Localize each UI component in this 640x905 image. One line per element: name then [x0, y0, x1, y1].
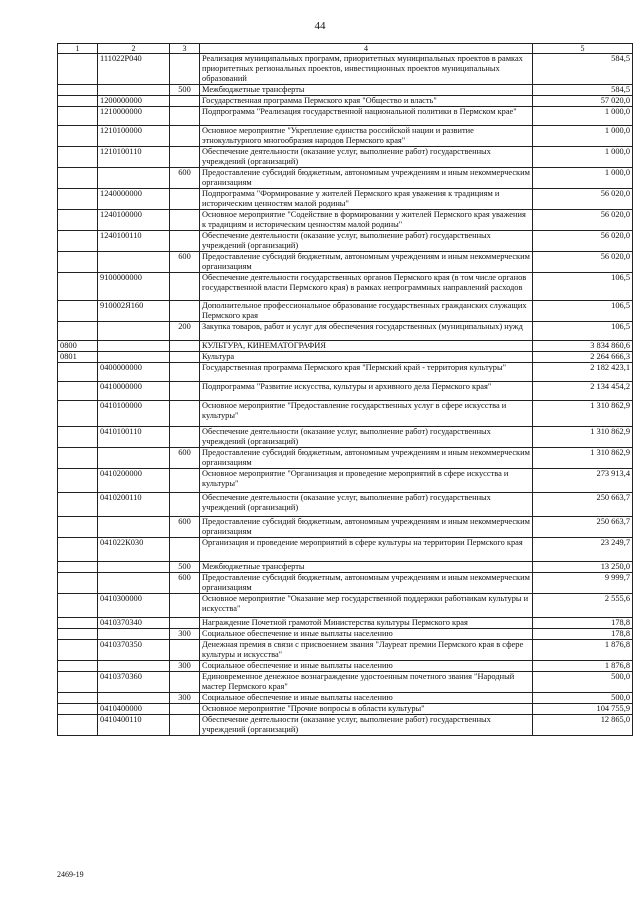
amount-cell: 1 000,0: [533, 126, 633, 147]
item-name-cell: Подпрограмма "Реализация государственной национальной политики в Пермском крае": [200, 107, 533, 126]
amount-cell: 56 020,0: [533, 210, 633, 231]
expense-type-cell: [170, 352, 200, 363]
section-code-cell: [58, 401, 98, 427]
item-name-cell: Подпрограмма "Развитие искусства, культуры и архивного дела Пермского края": [200, 382, 533, 401]
table-header-row: [58, 44, 633, 54]
expense-type-cell: [170, 427, 200, 448]
column-header: 4: [200, 44, 533, 54]
item-name-cell: Основное мероприятие "Оказание мер государственной поддержки работникам культуры и искусства": [200, 594, 533, 618]
target-article-cell: [98, 661, 170, 672]
target-article-cell: [98, 629, 170, 640]
target-article-cell: 9100000000: [98, 273, 170, 301]
expense-type-cell: [170, 273, 200, 301]
target-article-cell: [98, 517, 170, 538]
target-article-cell: [98, 341, 170, 352]
section-code-cell: [58, 517, 98, 538]
table-row: [58, 363, 633, 382]
table-row: [58, 382, 633, 401]
target-article-cell: 0410400000: [98, 704, 170, 715]
section-code-cell: [58, 189, 98, 210]
item-name-cell: Единовременное денежное вознаграждение удостоенным почетного звания "Народный мастер Пермского края": [200, 672, 533, 693]
expense-type-cell: [170, 341, 200, 352]
expense-type-cell: 600: [170, 573, 200, 594]
item-name-cell: Государственная программа Пермского края "Общество и власть": [200, 96, 533, 107]
table-row: [58, 322, 633, 341]
table-row: [58, 273, 633, 301]
amount-cell: 500,0: [533, 693, 633, 704]
target-article-cell: 0400000000: [98, 363, 170, 382]
table-row: [58, 517, 633, 538]
amount-cell: 1 310 862,9: [533, 448, 633, 469]
target-article-cell: 1210100110: [98, 147, 170, 168]
table-row: [58, 448, 633, 469]
amount-cell: 23 249,7: [533, 538, 633, 562]
item-name-cell: Предоставление субсидий бюджетным, автономным учреждениям и иным некоммерческим организациям: [200, 517, 533, 538]
expense-type-cell: 600: [170, 517, 200, 538]
table-row: [58, 54, 633, 85]
expense-type-cell: [170, 363, 200, 382]
target-article-cell: 0410400110: [98, 715, 170, 736]
expense-type-cell: 300: [170, 661, 200, 672]
item-name-cell: Подпрограмма "Формирование у жителей Пермского края уважения к традициям и историческим ценностям малой родины": [200, 189, 533, 210]
expense-type-cell: [170, 618, 200, 629]
table-row: [58, 168, 633, 189]
section-code-cell: [58, 126, 98, 147]
column-header: 1: [58, 44, 98, 54]
target-article-cell: 1240100110: [98, 231, 170, 252]
item-name-cell: Государственная программа Пермского края "Пермский край - территория культуры": [200, 363, 533, 382]
amount-cell: 3 834 860,6: [533, 341, 633, 352]
item-name-cell: Основное мероприятие "Предоставление государственных услуг в сфере искусства и культуры": [200, 401, 533, 427]
item-name-cell: Обеспечение деятельности государственных органов Пермского края (в том числе органов государственной власти Пермского края) в рамках непрограммных направлений расходов: [200, 273, 533, 301]
item-name-cell: Обеспечение деятельности (оказание услуг, выполнение работ) государственных учреждений (организаций): [200, 715, 533, 736]
section-code-cell: [58, 168, 98, 189]
table-row: [58, 704, 633, 715]
expense-type-cell: [170, 672, 200, 693]
target-article-cell: 0410300000: [98, 594, 170, 618]
item-name-cell: Основное мероприятие "Организация и проведение мероприятий в сфере искусства и культуры": [200, 469, 533, 493]
section-code-cell: [58, 96, 98, 107]
table-row: [58, 252, 633, 273]
table-row: [58, 107, 633, 126]
amount-cell: 56 020,0: [533, 252, 633, 273]
table-row: [58, 352, 633, 363]
expense-type-cell: 500: [170, 85, 200, 96]
expense-type-cell: [170, 107, 200, 126]
amount-cell: 584,5: [533, 54, 633, 85]
section-code-cell: [58, 273, 98, 301]
section-code-cell: 0800: [58, 341, 98, 352]
amount-cell: 1 876,8: [533, 661, 633, 672]
table-body: [58, 54, 633, 736]
section-code-cell: [58, 363, 98, 382]
item-name-cell: Предоставление субсидий бюджетным, автономным учреждениям и иным некоммерческим организациям: [200, 168, 533, 189]
target-article-cell: 0410370350: [98, 640, 170, 661]
item-name-cell: Предоставление субсидий бюджетным, автономным учреждениям и иным некоммерческим организациям: [200, 448, 533, 469]
item-name-cell: Основное мероприятие "Содействие в формировании у жителей Пермского края уважения к традициям и историческим ценностям малой родины": [200, 210, 533, 231]
amount-cell: 56 020,0: [533, 231, 633, 252]
section-code-cell: [58, 715, 98, 736]
table-row: [58, 147, 633, 168]
section-code-cell: [58, 301, 98, 322]
amount-cell: 13 250,0: [533, 562, 633, 573]
amount-cell: 2 264 666,3: [533, 352, 633, 363]
amount-cell: 1 000,0: [533, 147, 633, 168]
target-article-cell: 1200000000: [98, 96, 170, 107]
item-name-cell: Основное мероприятие "Укрепление единства российской нации и развитие этнокультурного многообразия народов Пермского края": [200, 126, 533, 147]
target-article-cell: 0410000000: [98, 382, 170, 401]
column-header: 2: [98, 44, 170, 54]
section-code-cell: [58, 427, 98, 448]
expense-type-cell: [170, 301, 200, 322]
item-name-cell: Межбюджетные трансферты: [200, 85, 533, 96]
item-name-cell: Социальное обеспечение и иные выплаты населению: [200, 661, 533, 672]
item-name-cell: Обеспечение деятельности (оказание услуг, выполнение работ) государственных учреждений (организаций): [200, 427, 533, 448]
table-row: [58, 661, 633, 672]
section-code-cell: [58, 573, 98, 594]
expense-type-cell: 300: [170, 629, 200, 640]
item-name-cell: КУЛЬТУРА, КИНЕМАТОГРАФИЯ: [200, 341, 533, 352]
section-code-cell: [58, 231, 98, 252]
item-name-cell: Обеспечение деятельности (оказание услуг, выполнение работ) государственных учреждений (организаций): [200, 493, 533, 517]
target-article-cell: 910002Я160: [98, 301, 170, 322]
amount-cell: 57 020,0: [533, 96, 633, 107]
item-name-cell: Основное мероприятие "Прочие вопросы в области культуры": [200, 704, 533, 715]
section-code-cell: [58, 672, 98, 693]
section-code-cell: [58, 382, 98, 401]
expense-type-cell: [170, 189, 200, 210]
expense-type-cell: [170, 54, 200, 85]
expense-type-cell: [170, 382, 200, 401]
section-code-cell: [58, 618, 98, 629]
item-name-cell: Социальное обеспечение и иные выплаты населению: [200, 629, 533, 640]
table-row: [58, 341, 633, 352]
table-row: [58, 427, 633, 448]
amount-cell: 250 663,7: [533, 493, 633, 517]
amount-cell: 106,5: [533, 301, 633, 322]
document-code: 2469-19: [57, 870, 84, 879]
amount-cell: 9 999,7: [533, 573, 633, 594]
table-row: [58, 469, 633, 493]
item-name-cell: Закупка товаров, работ и услуг для обеспечения государственных (муниципальных) нужд: [200, 322, 533, 341]
page-number: 44: [314, 20, 326, 32]
expense-type-cell: [170, 493, 200, 517]
expense-type-cell: [170, 469, 200, 493]
amount-cell: 104 755,9: [533, 704, 633, 715]
section-code-cell: [58, 704, 98, 715]
expense-type-cell: [170, 704, 200, 715]
item-name-cell: Предоставление субсидий бюджетным, автономным учреждениям и иным некоммерческим организациям: [200, 252, 533, 273]
table-row: [58, 210, 633, 231]
column-header: 5: [533, 44, 633, 54]
table-row: [58, 629, 633, 640]
amount-cell: 106,5: [533, 273, 633, 301]
amount-cell: 178,8: [533, 629, 633, 640]
table-row: [58, 85, 633, 96]
section-code-cell: [58, 147, 98, 168]
target-article-cell: 1240000000: [98, 189, 170, 210]
table-row: [58, 538, 633, 562]
section-code-cell: 0801: [58, 352, 98, 363]
target-article-cell: [98, 322, 170, 341]
table-row: [58, 231, 633, 252]
amount-cell: 1 000,0: [533, 168, 633, 189]
table-row: [58, 401, 633, 427]
amount-cell: 56 020,0: [533, 189, 633, 210]
item-name-cell: Реализация муниципальных программ, приоритетных муниципальных проектов в рамках приоритетных региональных проектов, инвестиционных проектов муниципальных образований: [200, 54, 533, 85]
target-article-cell: [98, 252, 170, 273]
table-row: [58, 562, 633, 573]
target-article-cell: 1210100000: [98, 126, 170, 147]
expense-type-cell: [170, 715, 200, 736]
target-article-cell: [98, 85, 170, 96]
section-code-cell: [58, 493, 98, 517]
expense-type-cell: [170, 147, 200, 168]
item-name-cell: Организация и проведение мероприятий в сфере культуры на территории Пермского края: [200, 538, 533, 562]
target-article-cell: 0410200110: [98, 493, 170, 517]
target-article-cell: 041022К030: [98, 538, 170, 562]
table-row: [58, 594, 633, 618]
target-article-cell: [98, 448, 170, 469]
section-code-cell: [58, 538, 98, 562]
amount-cell: 250 663,7: [533, 517, 633, 538]
target-article-cell: [98, 693, 170, 704]
table-row: [58, 640, 633, 661]
section-code-cell: [58, 562, 98, 573]
amount-cell: 12 865,0: [533, 715, 633, 736]
section-code-cell: [58, 594, 98, 618]
expense-type-cell: [170, 231, 200, 252]
target-article-cell: 0410370360: [98, 672, 170, 693]
section-code-cell: [58, 693, 98, 704]
section-code-cell: [58, 629, 98, 640]
table-row: [58, 693, 633, 704]
section-code-cell: [58, 640, 98, 661]
item-name-cell: Обеспечение деятельности (оказание услуг, выполнение работ) государственных учреждений (организаций): [200, 147, 533, 168]
target-article-cell: 0410200000: [98, 469, 170, 493]
table-row: [58, 126, 633, 147]
section-code-cell: [58, 85, 98, 96]
amount-cell: 1 000,0: [533, 107, 633, 126]
amount-cell: 584,5: [533, 85, 633, 96]
target-article-cell: [98, 562, 170, 573]
item-name-cell: Дополнительное профессиональное образование государственных гражданских служащих Пермского края: [200, 301, 533, 322]
expense-type-cell: 600: [170, 448, 200, 469]
expense-type-cell: [170, 594, 200, 618]
amount-cell: 1 876,8: [533, 640, 633, 661]
expense-type-cell: [170, 401, 200, 427]
amount-cell: 500,0: [533, 672, 633, 693]
expense-type-cell: [170, 210, 200, 231]
item-name-cell: Предоставление субсидий бюджетным, автономным учреждениям и иным некоммерческим организациям: [200, 573, 533, 594]
amount-cell: 2 555,6: [533, 594, 633, 618]
table-row: [58, 715, 633, 736]
table-row: [58, 301, 633, 322]
amount-cell: 2 134 454,2: [533, 382, 633, 401]
amount-cell: 2 182 423,1: [533, 363, 633, 382]
section-code-cell: [58, 210, 98, 231]
target-article-cell: [98, 573, 170, 594]
section-code-cell: [58, 107, 98, 126]
table-row: [58, 573, 633, 594]
target-article-cell: 1240100000: [98, 210, 170, 231]
expense-type-cell: 600: [170, 252, 200, 273]
section-code-cell: [58, 661, 98, 672]
amount-cell: 273 913,4: [533, 469, 633, 493]
section-code-cell: [58, 252, 98, 273]
column-header: 3: [170, 44, 200, 54]
expense-type-cell: [170, 126, 200, 147]
table-row: [58, 493, 633, 517]
expense-type-cell: 300: [170, 693, 200, 704]
item-name-cell: Денежная премия в связи с присвоением звания "Лауреат премии Пермского края в сфере культуры и искусства": [200, 640, 533, 661]
amount-cell: 1 310 862,9: [533, 427, 633, 448]
expense-type-cell: [170, 96, 200, 107]
amount-cell: 178,8: [533, 618, 633, 629]
item-name-cell: Межбюджетные трансферты: [200, 562, 533, 573]
section-code-cell: [58, 322, 98, 341]
table-row: [58, 618, 633, 629]
target-article-cell: 111022P040: [98, 54, 170, 85]
table-row: [58, 96, 633, 107]
budget-table: [57, 43, 633, 736]
item-name-cell: Культура: [200, 352, 533, 363]
expense-type-cell: [170, 640, 200, 661]
target-article-cell: [98, 352, 170, 363]
item-name-cell: Социальное обеспечение и иные выплаты населению: [200, 693, 533, 704]
table-row: [58, 672, 633, 693]
target-article-cell: 1210000000: [98, 107, 170, 126]
amount-cell: 106,5: [533, 322, 633, 341]
target-article-cell: 0410370340: [98, 618, 170, 629]
expense-type-cell: 200: [170, 322, 200, 341]
item-name-cell: Обеспечение деятельности (оказание услуг, выполнение работ) государственных учреждений (организаций): [200, 231, 533, 252]
expense-type-cell: 500: [170, 562, 200, 573]
item-name-cell: Награждение Почетной грамотой Министерства культуры Пермского края: [200, 618, 533, 629]
section-code-cell: [58, 448, 98, 469]
section-code-cell: [58, 54, 98, 85]
amount-cell: 1 310 862,9: [533, 401, 633, 427]
expense-type-cell: [170, 538, 200, 562]
expense-type-cell: 600: [170, 168, 200, 189]
table-row: [58, 189, 633, 210]
target-article-cell: 0410100000: [98, 401, 170, 427]
target-article-cell: [98, 168, 170, 189]
target-article-cell: 0410100110: [98, 427, 170, 448]
section-code-cell: [58, 469, 98, 493]
